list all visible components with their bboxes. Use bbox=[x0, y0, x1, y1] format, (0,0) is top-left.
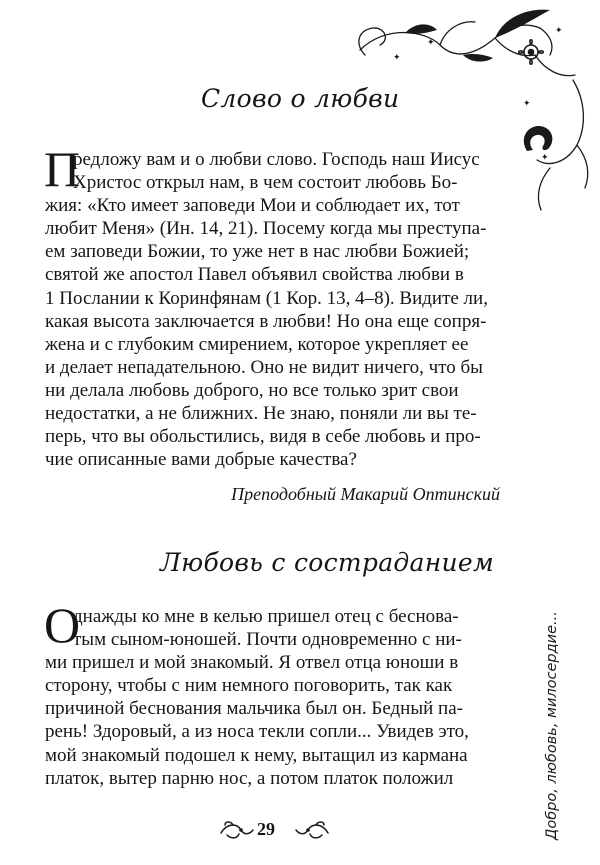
text-line: жия: «Кто имеет заповеди Мои и соблюдает их, тот bbox=[45, 195, 460, 217]
text-line: платок, вытер парню нос, а потом платок положил bbox=[45, 767, 454, 789]
text-line: ни делала любовь доброго, но все только зрит свои bbox=[45, 379, 459, 401]
svg-text:✦: ✦ bbox=[523, 99, 531, 109]
text-line: перь, что вы обольстились, видя в себе любовь и про- bbox=[45, 426, 481, 448]
text-line: тым сыном-юношей. Почти одновременно с ни- bbox=[73, 629, 462, 651]
drop-cap-letter: О bbox=[44, 597, 81, 653]
svg-text:✦: ✦ bbox=[555, 26, 563, 36]
text-line: какая высота заключается в любви! Но она еще сопря- bbox=[45, 310, 487, 332]
fleuron-right-ornament bbox=[294, 819, 330, 841]
attribution-author: Преподобный Макарий Оптинский bbox=[231, 484, 500, 504]
text-line: чие описанные вами добрые качества? bbox=[45, 449, 357, 471]
page-number: 29 bbox=[257, 819, 275, 839]
text-line: ем заповеди Божии, то уже нет в нас любви Божией; bbox=[45, 241, 470, 263]
side-running-head: Добро, любовь, милосердие... bbox=[544, 611, 560, 840]
section-title-word-about-love: Слово о любви bbox=[201, 84, 400, 113]
text-line: и делает непадательною. Оно не видит ничего, что бы bbox=[45, 356, 483, 378]
text-line: ми пришел и мой знакомый. Я отвел отца юноши в bbox=[45, 652, 459, 674]
svg-text:✦: ✦ bbox=[427, 38, 435, 48]
svg-text:✦: ✦ bbox=[541, 153, 549, 163]
fleuron-left-ornament bbox=[219, 819, 255, 841]
text-line: днажды ко мне в келью пришел отец с беснова- bbox=[73, 606, 459, 627]
section-title-love-with-compassion: Любовь с состраданием bbox=[160, 548, 495, 577]
text-line: редложу вам и о любви слово. Господь наш Иисус bbox=[73, 149, 480, 170]
paragraph-word-about-love bbox=[45, 148, 497, 471]
text-line: Христос открыл нам, в чем состоит любовь Бо- bbox=[73, 172, 458, 194]
text-line: недостатки, а не ближних. Не знаю, поняли ли вы те- bbox=[45, 403, 477, 425]
text-line: 1 Послании к Коринфянам (1 Кор. 13, 4–8). Видите ли, bbox=[45, 287, 488, 309]
text-line: мой знакомый подошел к нему, вытащил из кармана bbox=[45, 744, 468, 766]
text-line: жена и с глубоким смирением, которое укрепляет ее bbox=[45, 333, 469, 355]
text-line: сторону, чтобы с ним немного поговорить, так как bbox=[45, 675, 453, 697]
drop-cap-letter: П bbox=[44, 141, 81, 197]
paragraph-love-with-compassion bbox=[45, 605, 497, 790]
text-line: святой же апостол Павел объявил свойства любви в bbox=[45, 264, 464, 286]
text-line: любит Меня» (Ин. 14, 21). Посему когда мы преступа- bbox=[45, 218, 487, 240]
text-line: причиной беснования мальчика был он. Бедный па- bbox=[45, 698, 463, 720]
text-line: рень! Здоровый, а из носа текли сопли... Увидев это, bbox=[45, 721, 469, 743]
svg-text:✦: ✦ bbox=[393, 53, 401, 63]
